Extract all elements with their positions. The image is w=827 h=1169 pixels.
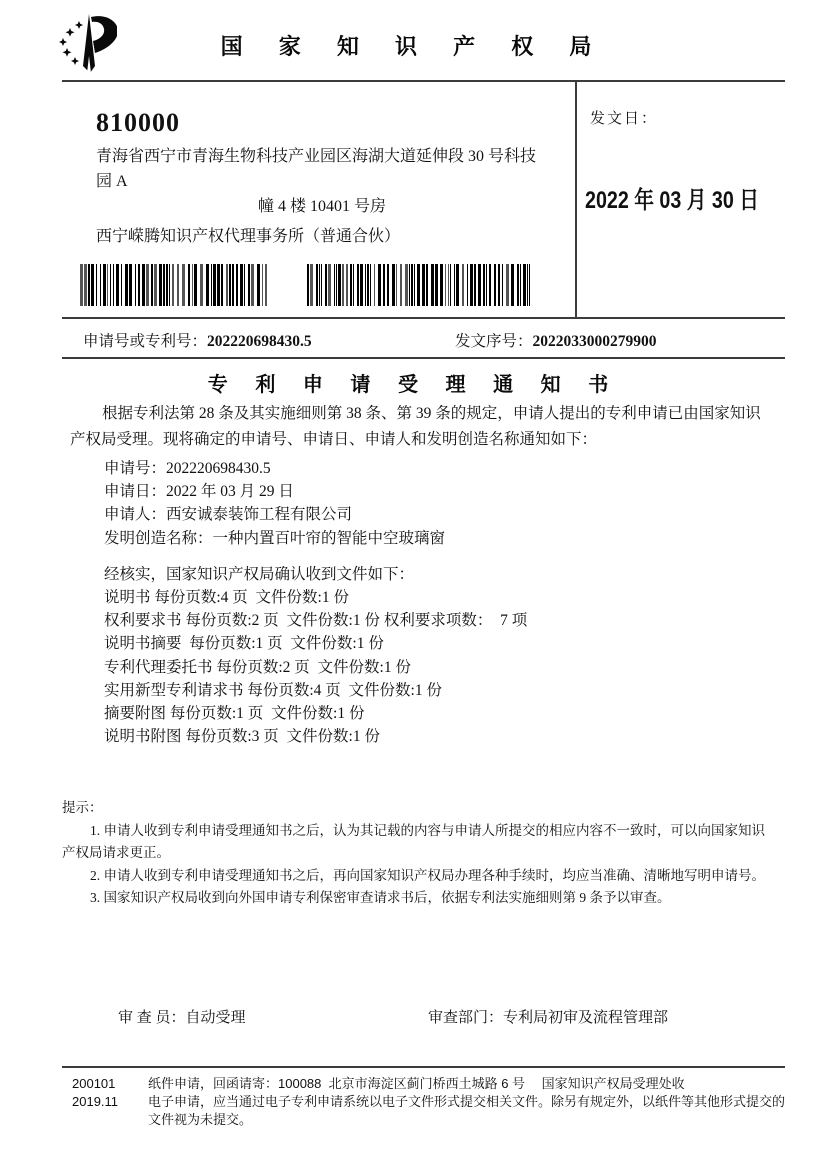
detail-application-number: 申请号：202220698430.5 — [104, 460, 271, 477]
detail-invention-title: 发明创造名称：一种内置百叶帘的智能中空玻璃窗 — [104, 529, 446, 547]
barcode-left — [80, 264, 270, 306]
examiner-field — [118, 1006, 246, 1027]
received-file-item: 实用新型专利请求书 每份页数:4 页 文件份数:1 份 — [104, 681, 442, 699]
application-number-label: 申请号或专利号： — [83, 333, 208, 350]
received-file-item: 专利代理委托书 每份页数:2 页 文件份数:1 份 — [104, 658, 411, 676]
footer-paper-filing-line: 纸件申请，回函请寄：100088 北京市海淀区蓟门桥西土城路 6 号 国家知识产权局受理处收 — [148, 1076, 685, 1091]
tip-item: 3. 国家知识产权局收到向外国申请专利保密审查请求书后，依据专利法实施细则第 9 条予以审查。 — [90, 890, 671, 905]
recipient-address-line2: 幢 4 楼 10401 号房 — [257, 198, 386, 215]
received-file-item: 说明书 每份页数:4 页 文件份数:1 份 — [104, 589, 349, 607]
serial-number-label: 发文序号： — [455, 333, 533, 350]
received-file-item: 摘要附图 每份页数:1 页 文件份数:1 份 — [104, 705, 365, 723]
notice-intro: 根据专利法第 28 条及其实施细则第 38 条、第 39 条的规定，申请人提出的专利申请已由国家知识产权局受理。现将确定的申请号、申请日、申请人和发明创造名称通知如下： — [70, 405, 761, 448]
dispatch-date-label: 发文日： — [590, 111, 659, 127]
serial-number-field — [455, 329, 657, 351]
serial-number-value: 2022033000279900 — [532, 333, 657, 350]
application-number-value: 202220698430.5 — [207, 333, 312, 350]
footer-form-code: 200101 — [72, 1076, 116, 1091]
footer-form-date: 2019.11 — [72, 1094, 119, 1109]
dispatch-date-value: 2022 年 03 月 30 日 — [585, 187, 759, 214]
tip-item: 1. 申请人收到专利申请受理通知书之后，认为其记载的内容与申请人所提交的相应内容不一致时，可以向国家知识产权局请求更正。 — [62, 822, 765, 860]
footer-form-codes — [72, 1075, 142, 1111]
application-number-field — [83, 329, 312, 351]
department-value: 专利局初审及流程管理部 — [503, 1010, 669, 1026]
header-divider — [62, 80, 785, 82]
recipient-agent: 西宁嵘腾知识产权代理事务所（普通合伙） — [96, 228, 401, 245]
detail-filing-date: 申请日：2022 年 03 月 29 日 — [104, 483, 294, 501]
notice-body — [70, 401, 772, 748]
address-date-divider — [575, 80, 577, 319]
detail-applicant: 申请人：西安诚泰装饰工程有限公司 — [104, 506, 353, 524]
reference-row-bottom-divider — [62, 357, 785, 359]
department-label: 审查部门： — [428, 1010, 504, 1026]
tips-label: 提示： — [62, 800, 103, 815]
footer-efiling-line: 电子申请，应当通过电子专利申请系统以电子文件形式提交相关文件。除另有规定外，以纸件等其他形式提交的文件视为未提交。 — [148, 1094, 786, 1127]
application-details — [104, 457, 772, 550]
agency-title: 国 家 知 识 产 权 局 — [220, 34, 607, 59]
received-file-item: 权利要求书 每份页数:2 页 文件份数:1 份 权利要求项数： 7 项 — [104, 612, 528, 630]
received-file-item: 说明书摘要 每份页数:1 页 文件份数:1 份 — [104, 635, 384, 653]
examiner-label: 审 查 员： — [118, 1010, 186, 1026]
recipient-address-line1: 青海省西宁市青海生物科技产业园区海湖大道延伸段 30 号科技园 A — [96, 148, 537, 190]
footer-divider — [62, 1066, 785, 1068]
postal-code: 810000 — [96, 108, 180, 137]
tip-item: 2. 申请人收到专利申请受理通知书之后，再向国家知识产权局办理各种手续时，均应当准确、清晰地写明申请号。 — [90, 867, 765, 883]
barcode-right — [307, 264, 533, 306]
notice-title: 专 利 申 请 受 理 通 知 书 — [207, 374, 620, 396]
examiner-value: 自动受理 — [185, 1010, 246, 1026]
tips-block — [62, 797, 778, 910]
received-file-item: 说明书附图 每份页数:3 页 文件份数:1 份 — [104, 728, 380, 746]
received-intro: 经核实，国家知识产权局确认收到文件如下： — [104, 565, 415, 583]
reference-row-top-divider — [62, 317, 785, 319]
received-files-block — [104, 563, 772, 749]
department-field — [428, 1006, 668, 1027]
footer-instructions — [148, 1075, 788, 1129]
recipient-block — [96, 110, 548, 249]
